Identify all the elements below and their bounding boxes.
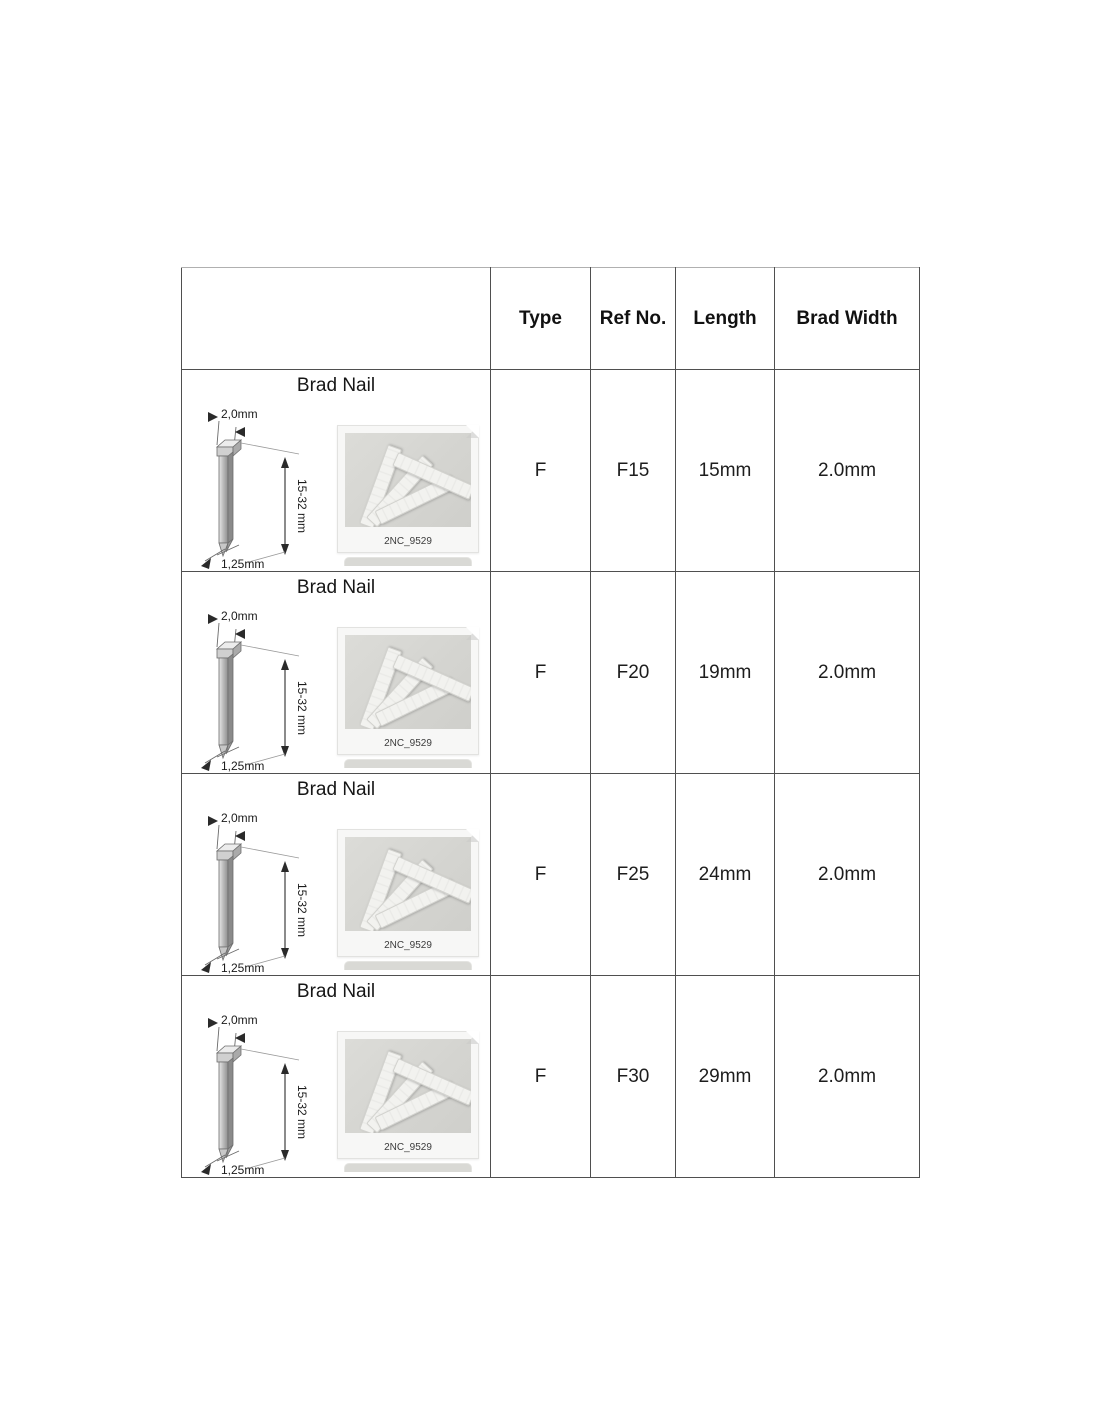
tip-width-label: 1,25mm (221, 759, 265, 773)
product-title: Brad Nail (296, 981, 376, 1002)
length-label: 15-32 mm (295, 478, 309, 534)
product-title: Brad Nail (296, 779, 376, 800)
photo-frame (337, 829, 479, 957)
photo-image (345, 433, 471, 527)
length-dimension (241, 1049, 309, 1161)
nail-dimension-diagram (195, 403, 313, 571)
ref-no-cell: F25 (591, 774, 676, 976)
product-media (182, 1009, 490, 1177)
photo-frame (337, 425, 479, 553)
product-cell (182, 976, 491, 1178)
length-cell: 15mm (676, 370, 775, 572)
nail-shape (217, 642, 241, 758)
next-photo-sliver (344, 961, 472, 970)
ref-no-cell: F20 (591, 572, 676, 774)
next-photo-sliver (344, 557, 472, 566)
spec-table-body (182, 370, 920, 1178)
tip-width-dimension (201, 1151, 285, 1177)
type-cell: F (491, 976, 591, 1178)
nail-shape (217, 1046, 241, 1162)
product-photo (337, 627, 479, 768)
photo-image (345, 1039, 471, 1133)
page-fold-corner (466, 829, 479, 842)
photo-image (345, 837, 471, 931)
photo-caption: 2NC_9529 (384, 940, 432, 951)
product-cell (182, 370, 491, 572)
brad-width-cell: 2.0mm (775, 976, 920, 1178)
spec-table (181, 267, 920, 1178)
page-fold-corner (466, 425, 479, 438)
head-width-label: 2,0mm (221, 1013, 258, 1027)
ref-no-cell: F15 (591, 370, 676, 572)
header-cell-length: Length (676, 268, 775, 370)
product-media (182, 403, 490, 571)
nail-dimension-diagram (195, 605, 313, 773)
tip-width-dimension (201, 949, 285, 975)
ref-no-cell: F30 (591, 976, 676, 1178)
header-cell-image (182, 268, 491, 370)
page-fold-corner (466, 627, 479, 640)
photo-caption: 2NC_9529 (384, 1142, 432, 1153)
tip-width-dimension (201, 747, 285, 773)
header-cell-brad-width: Brad Width (775, 268, 920, 370)
head-width-label: 2,0mm (221, 811, 258, 825)
length-label: 15-32 mm (295, 1084, 309, 1140)
length-cell: 24mm (676, 774, 775, 976)
length-label: 15-32 mm (295, 882, 309, 938)
product-photo (337, 829, 479, 970)
brad-width-cell: 2.0mm (775, 370, 920, 572)
nail-shape (217, 844, 241, 960)
product-photo (337, 425, 479, 566)
table-row (182, 572, 920, 774)
product-media (182, 605, 490, 773)
tip-width-label: 1,25mm (221, 961, 265, 975)
head-width-label: 2,0mm (221, 609, 258, 623)
photo-frame (337, 627, 479, 755)
photo-caption: 2NC_9529 (384, 536, 432, 547)
length-dimension (241, 847, 309, 959)
header-cell-type: Type (491, 268, 591, 370)
brad-width-cell: 2.0mm (775, 774, 920, 976)
product-cell (182, 774, 491, 976)
header-cell-ref-no: Ref No. (591, 268, 676, 370)
length-dimension (241, 443, 309, 555)
type-cell: F (491, 572, 591, 774)
nail-shape (217, 440, 241, 556)
tip-width-label: 1,25mm (221, 1163, 265, 1177)
type-cell: F (491, 774, 591, 976)
next-photo-sliver (344, 1163, 472, 1172)
header-row (182, 268, 920, 370)
length-cell: 19mm (676, 572, 775, 774)
head-width-label: 2,0mm (221, 407, 258, 421)
tip-width-dimension (201, 545, 285, 571)
length-label: 15-32 mm (295, 680, 309, 736)
product-title: Brad Nail (296, 577, 376, 598)
nail-dimension-diagram (195, 1009, 313, 1177)
table-row (182, 370, 920, 572)
product-photo (337, 1031, 479, 1172)
product-title: Brad Nail (296, 375, 376, 396)
length-dimension (241, 645, 309, 757)
brad-width-cell: 2.0mm (775, 572, 920, 774)
nail-dimension-diagram (195, 807, 313, 975)
page-fold-corner (466, 1031, 479, 1044)
next-photo-sliver (344, 759, 472, 768)
type-cell: F (491, 370, 591, 572)
photo-caption: 2NC_9529 (384, 738, 432, 749)
product-media (182, 807, 490, 975)
length-cell: 29mm (676, 976, 775, 1178)
photo-image (345, 635, 471, 729)
tip-width-label: 1,25mm (221, 557, 265, 571)
table-row (182, 774, 920, 976)
photo-frame (337, 1031, 479, 1159)
product-cell (182, 572, 491, 774)
table-row (182, 976, 920, 1178)
